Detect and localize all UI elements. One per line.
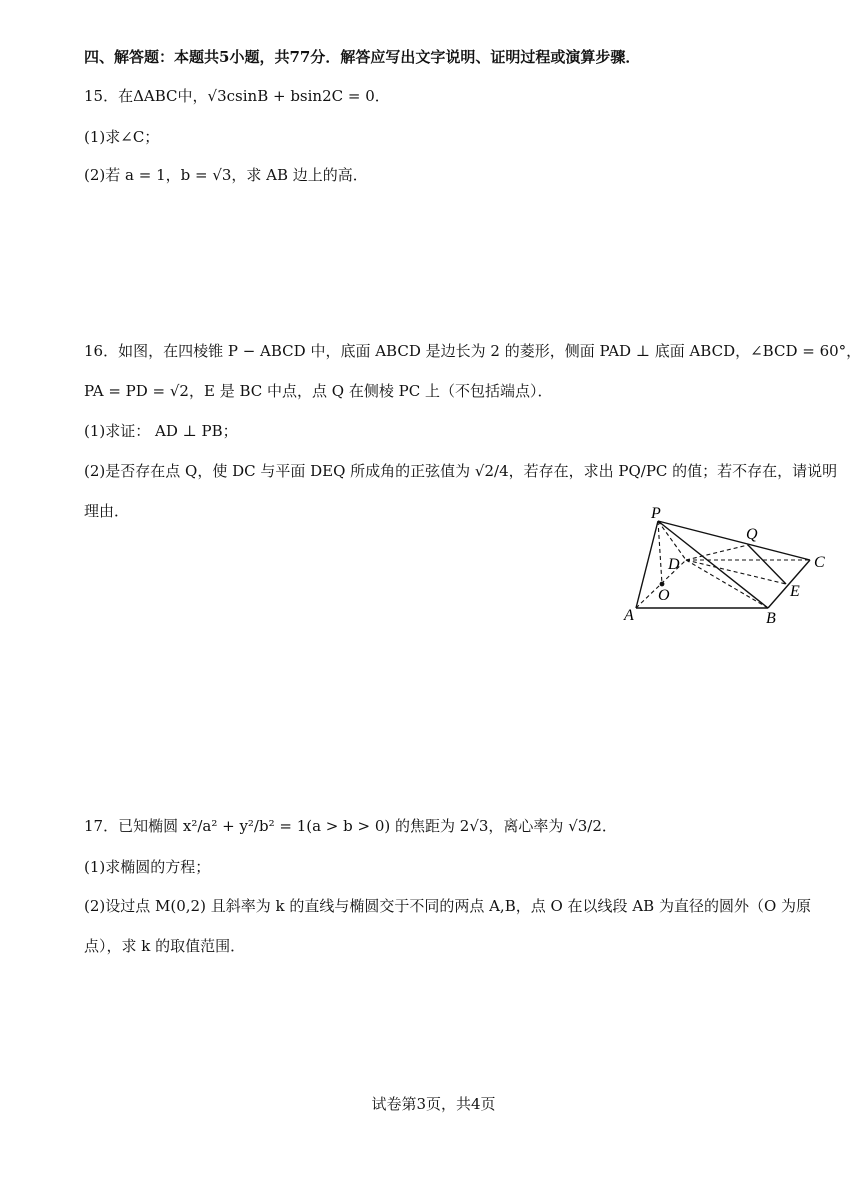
pyramid-figure: [618, 503, 838, 628]
q15-part1: (1)求∠C；: [84, 128, 160, 146]
label-B: B: [766, 610, 776, 627]
label-D: D: [668, 556, 680, 573]
section-header: 四、解答题：本题共5小题，共77分．解答应写出文字说明、证明过程或演算步骤．: [84, 48, 641, 66]
q17-stem: 17．已知椭圆 x²/a² + y²/b² = 1(a > b > 0) 的焦距为 2√3，离心率为 √3/2．: [84, 817, 617, 835]
q17-part2: (2)设过点 M(0,2) 且斜率为 k 的直线与椭圆交于不同的两点 A,B，点 O 在以线段 AB 为直径的圆外（O 为原: [84, 897, 812, 915]
q16-part2: (2)是否存在点 Q，使 DC 与平面 DEQ 所成角的正弦值为 √2/4，若存在，求出 PQ/PC 的值；若不存在，请说明: [84, 462, 838, 480]
edge-BC: [768, 560, 810, 608]
label-E: E: [790, 583, 800, 600]
segment-DE: [686, 560, 786, 584]
edge-PC: [658, 521, 810, 560]
label-P: P: [651, 505, 661, 522]
segment-DQ: [686, 545, 748, 560]
segment-DB: [686, 560, 768, 608]
q17-part2-continued: 点），求 k 的取值范围．: [84, 937, 246, 955]
label-A: A: [624, 607, 634, 624]
q16-stem-line1: 16．如图，在四棱锥 P − ABCD 中，底面 ABCD 是边长为 2 的菱形，侧面 PAD ⊥ 底面 ABCD，∠BCD = 60°，: [84, 342, 862, 360]
point-O: [660, 582, 665, 587]
q16-part2-continued: 理由．: [84, 502, 130, 520]
q15-part2: (2)若 a = 1，b = √3，求 AB 边上的高．: [84, 166, 368, 184]
q15-stem: 15．在ΔABC中，√3csinB + bsin2C = 0．: [84, 87, 390, 105]
segment-PO: [658, 521, 662, 584]
label-Q: Q: [746, 526, 758, 543]
edge-PA: [636, 521, 658, 608]
segment-QE: [748, 545, 786, 584]
label-O: O: [658, 587, 670, 604]
q17-part1: (1)求椭圆的方程；: [84, 858, 211, 876]
page-footer: 试卷第3页，共4页: [371, 1095, 496, 1113]
q16-part1: (1)求证： AD ⊥ PB；: [84, 422, 238, 440]
label-C: C: [814, 554, 825, 571]
q16-stem-line2: PA = PD = √2，E 是 BC 中点，点 Q 在侧棱 PC 上（不包括端点）．: [84, 382, 553, 400]
